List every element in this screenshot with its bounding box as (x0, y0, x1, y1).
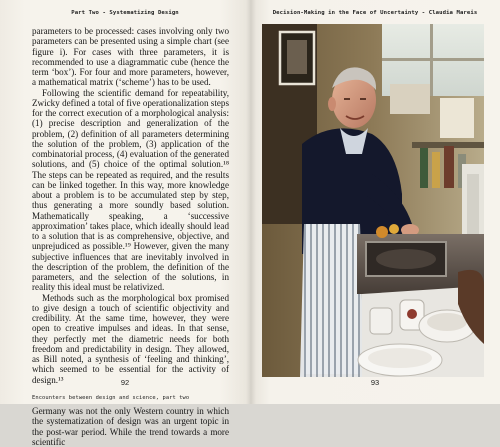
right-running-head: Decision-Making in the Face of Uncertainty - Claudia Mareis (272, 10, 478, 16)
paragraph-1: parameters to be processed: cases involving only two parameters can be presented using a simple chart (see figure i). For cases with three parameters, it is recommended to use a diagrammatic cube (hence the term ‘box’). For four and more parameters, however, a mathematical matrix (‘scheme’) has to be used. (32, 26, 229, 88)
paragraph-3: Methods such as the morphological box promised to give design a touch of scientific objectivity and credibility. At the same time, however, they were open to creative impulses and ideas. In that sense, they perfectly met the diametric needs for both freedom and predictability in design. They allowed, as Bill noted, a synthesis of ‘feeling and thinking’, which seemed to be essential for the activity of design.¹³ (32, 292, 229, 385)
left-running-head: Part Two - Systematizing Design (71, 10, 179, 16)
paragraph-4: Germany was not the only Western country in which the systematization of design was an urgent topic in the post-war period. While the trend towards a more scientific (32, 406, 229, 447)
paragraph-2: Following the scientific demand for repeatability, Zwicky defined a total of five operationalization steps for the correct execution of a morphological analysis: (1) precise description and generalization of the problem, (2) definition of all parameters determining the solution of the problem, (3) application of the combinatorial process, (4) evaluation of the generated solutions, and (5) choice of the optimal solution.¹⁸ The steps can be repeated as required, and the results can be linked together. In this way, more knowledge about a problem is to be accumulated step by step, thus generating a more soundly based solution. Mathematically speaking, a ‘successive approximation’ takes place, which ideally should lead to a solution that is as comprehensive, objective, and unprejudiced as possible.¹⁹ However, given the many subjective influences that are inevitably involved in the description of the problem, the definition of the parameters, and the selection of the solutions, in reality this ideal must be relativized. (32, 87, 229, 293)
section-subheading: Encounters between design and science, part two (32, 394, 190, 401)
left-page-number: 92 (120, 378, 130, 387)
right-page-number: 93 (370, 378, 380, 387)
book-gutter (246, 0, 256, 404)
kitchen-photograph (262, 24, 484, 377)
